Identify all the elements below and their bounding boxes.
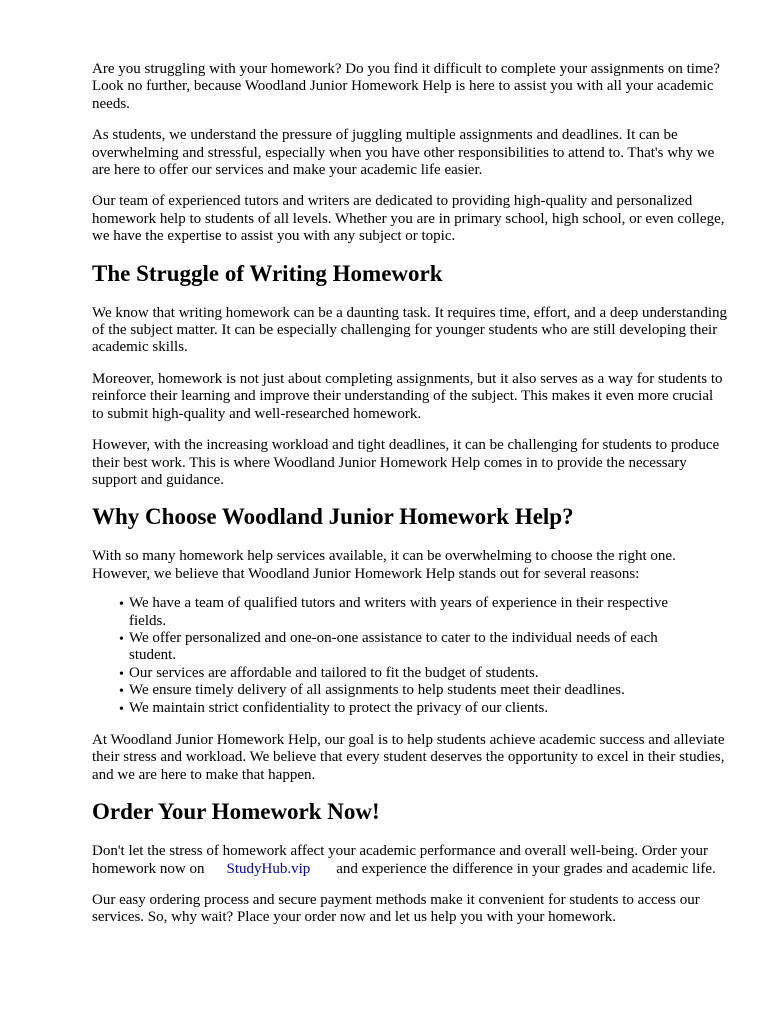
intro-paragraph-2: As students, we understand the pressure of juggling multiple assignments and deadlines. It can be overwhelming and stressful, especially when you have other responsibilities to attend to. That's why we are here to offer our services and make your academic life easier. [92, 127, 715, 179]
struggle-paragraph-2: Moreover, homework is not just about completing assignments, but it also serves as a way for students to reinforce their learning and improve their understanding of the subject. This makes it even more crucial to submit high-quality and well-researched homework. [92, 370, 723, 422]
struggle-heading: The Struggle of Writing Homework [92, 260, 443, 286]
list-item: • We offer personalized and one-on-one assistance to cater to the individual needs of each student. [129, 630, 728, 665]
why-heading: Why Choose Woodland Junior Homework Help? [92, 504, 574, 530]
order-heading: Order Your Homework Now! [92, 799, 380, 825]
list-item: • We ensure timely delivery of all assignments to help students meet their deadlines. [129, 682, 728, 699]
reasons-list [92, 595, 728, 717]
studyhub-link[interactable]: StudyHub.vip [226, 860, 311, 877]
list-item: • Our services are affordable and tailored to fit the budget of students. [129, 665, 728, 682]
list-item: • We maintain strict confidentiality to protect the privacy of our clients. [129, 700, 728, 717]
struggle-paragraph-3: However, with the increasing workload and tight deadlines, it can be challenging for students to produce their best work. This is where Woodland Junior Homework Help comes in to provide the necessary support and guidance. [92, 437, 720, 488]
document-page [92, 61, 728, 941]
intro-paragraph-3: Our team of experienced tutors and writers are dedicated to providing high-quality and personalized homework help to students of all levels. Whether you are in primary school, high school, or even college, we have the expertise to assist you with any subject or topic. [92, 193, 725, 245]
list-item: • We have a team of qualified tutors and writers with years of experience in their respective fields. [129, 595, 728, 630]
order-text-after: and experience the difference in your grades and academic life. [336, 860, 716, 877]
order-paragraph-1 [92, 843, 728, 878]
why-paragraph-2: At Woodland Junior Homework Help, our goal is to help students achieve academic success and alleviate their stress and workload. We believe that every student deserves the opportunity to excel in their studies, and we are here to make that happen. [92, 731, 725, 783]
why-paragraph-1: With so many homework help services available, it can be overwhelming to choose the right one. However, we believe that Woodland Junior Homework Help stands out for several reasons: [92, 548, 676, 582]
struggle-paragraph-1: We know that writing homework can be a daunting task. It requires time, effort, and a deep understanding of the subject matter. It can be especially challenging for younger students who are still developing their academic skills. [92, 304, 727, 356]
intro-paragraph-1: Are you struggling with your homework? Do you find it difficult to complete your assignments on time? Look no further, because Woodland Junior Homework Help is here to assist you with all your academic needs. [92, 61, 720, 112]
order-text-before: Don't let the stress of homework affect your academic performance and overall well-being. Order your homework now on [92, 843, 708, 877]
order-paragraph-2: Our easy ordering process and secure payment methods make it convenient for students to access our services. So, why wait? Place your order now and let us help you with your homework. [92, 892, 700, 926]
